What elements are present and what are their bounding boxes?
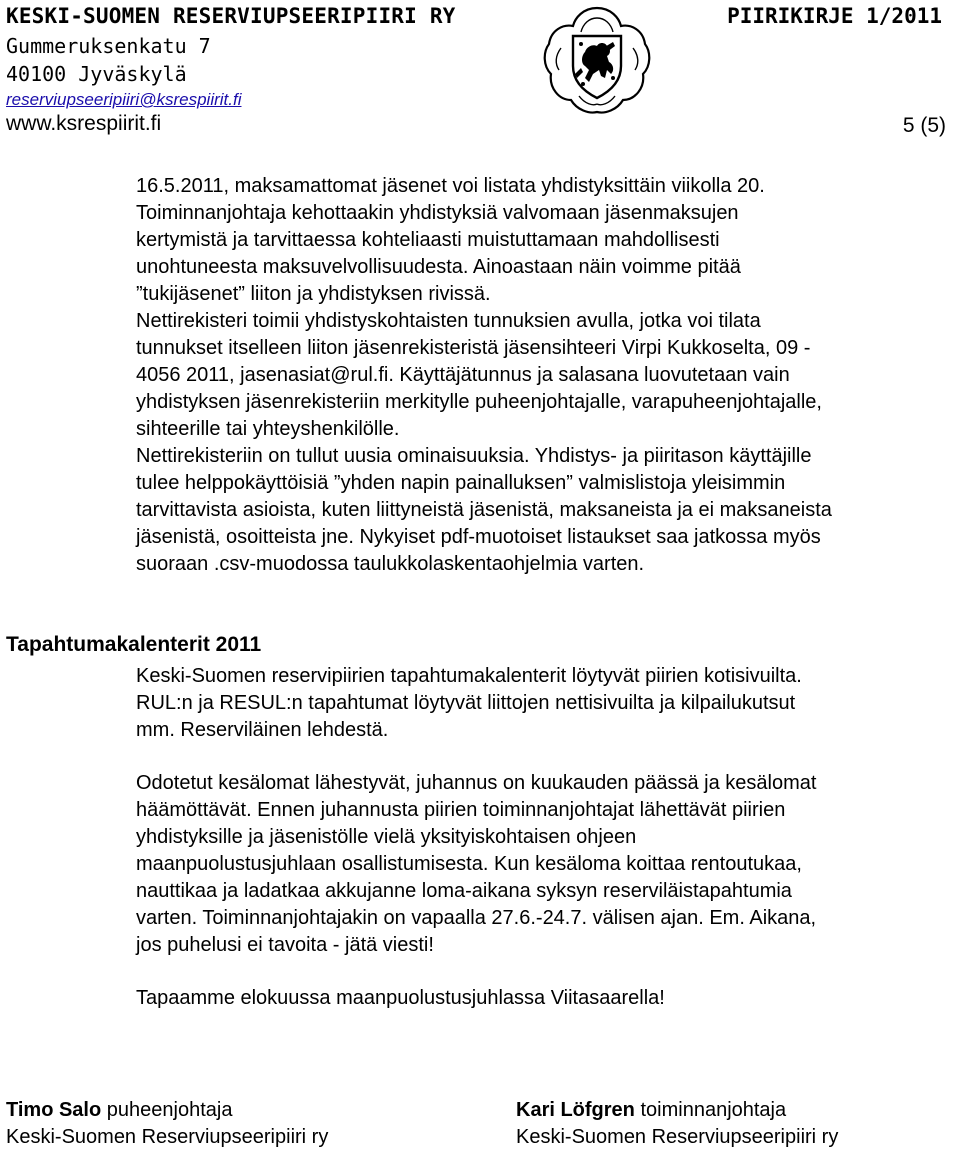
events-line: RUL:n ja RESUL:n tapahtumat löytyvät liittojen nettisivuilta ja kilpailukutsut (136, 692, 796, 714)
signature-chairman (6, 1097, 328, 1151)
signature-name: Timo Salo (6, 1099, 102, 1121)
events-line: mm. Reserviläinen lehdestä. (136, 719, 389, 741)
summer-line: häämöttävät. Ennen juhannusta piirien toiminnanjohtajat lähettävät piirien (136, 799, 786, 821)
membership-section (136, 173, 946, 578)
email-link[interactable]: reserviupseeripiiri@ksrespiirit.fi (6, 90, 242, 109)
intro-line: Toiminnanjohtaja kehottaakin yhdistyksiä valvomaan jäsenmaksujen (136, 202, 739, 224)
signature-organization: Keski-Suomen Reserviupseeripiiri ry (516, 1126, 839, 1148)
intro-line: kertymistä ja tarvittaessa kohteliaasti muistuttamaan mahdollisesti (136, 229, 720, 251)
closing-section (136, 985, 946, 1012)
intro-line: yhdistyksen jäsenrekisteriin merkitylle puheenjohtajalle, varapuheenjohtajalle, (136, 391, 822, 413)
signature-name: Kari Löfgren (516, 1099, 635, 1121)
summer-line: yhdistyksille ja jäsenistölle vielä yksityiskohtaisen ohjeen (136, 826, 637, 848)
intro-line: 16.5.2011, maksamattomat jäsenet voi listata yhdistyksittäin viikolla 20. (136, 175, 765, 197)
intro-line: tunnukset itselleen liiton jäsenrekisteristä jäsensihteeri Virpi Kukkoselta, 09 - (136, 337, 811, 359)
events-heading: Tapahtumakalenterit 2011 (6, 633, 262, 656)
events-line: Keski-Suomen reservipiirien tapahtumakalenterit löytyvät piirien kotisivuilta. (136, 665, 802, 687)
newsletter-title: PIIRIKIRJE 1/2011 (727, 4, 942, 28)
organization-title: KESKI-SUOMEN RESERVIUPSEERIPIIRI RY (6, 4, 456, 28)
signature-role: puheenjohtaja (106, 1099, 233, 1121)
intro-line: Nettirekisteri toimii yhdistyskohtaisten tunnuksien avulla, jotka voi tilata (136, 310, 761, 332)
closing-line: Tapaamme elokuussa maanpuolustusjuhlassa Viitasaarella! (136, 987, 665, 1009)
events-section (136, 663, 946, 744)
intro-line: tarvittavista asioista, kuten liittyneistä jäsenistä, maksaneista ja ei maksaneista (136, 499, 832, 521)
intro-line: Nettirekisteriin on tullut uusia ominaisuuksia. Yhdistys- ja piiritason käyttäjille (136, 445, 812, 467)
intro-line: suoraan .csv-muodossa taulukkolaskentaohjelmia varten. (136, 553, 645, 575)
summer-line: jos puhelusi ei tavoita - jätä viesti! (136, 934, 434, 956)
signature-executive-director (516, 1097, 838, 1151)
signature-role: toiminnanjohtaja (640, 1099, 787, 1121)
summer-section (136, 770, 946, 959)
city-address: 40100 Jyväskylä (6, 62, 187, 86)
intro-line: 4056 2011, jasenasiat@rul.fi. Käyttäjätunnus ja salasana luovutetaan vain (136, 364, 790, 386)
coat-of-arms-lion-emblem-icon (541, 4, 653, 116)
summer-line: Odotetut kesälomat lähestyvät, juhannus on kuukauden päässä ja kesälomat (136, 772, 817, 794)
summer-line: nauttikaa ja ladatkaa akkujanne loma-aikana syksyn reserviläistapahtumia (136, 880, 792, 902)
intro-line: ”tukijäsenet” liiton ja yhdistyksen rivissä. (136, 283, 491, 305)
street-address: Gummeruksenkatu 7 (6, 34, 211, 58)
website-link[interactable]: www.ksrespiirit.fi (6, 112, 162, 135)
summer-line: maanpuolustusjuhlaan osallistumisesta. Kun kesäloma koittaa rentoutukaa, (136, 853, 802, 875)
intro-line: unohtuneesta maksuvelvollisuudesta. Ainoastaan näin voimme pitää (136, 256, 741, 278)
page-number: 5 (5) (902, 114, 946, 137)
intro-line: jäsenistä, osoitteista jne. Nykyiset pdf-muotoiset listaukset saa jatkossa myös (136, 526, 821, 548)
summer-line: varten. Toiminnanjohtajakin on vapaalla 27.6.-24.7. välisen ajan. Em. Aikana, (136, 907, 817, 929)
intro-line: sihteerille tai yhteyshenkilölle. (136, 418, 400, 440)
intro-line: tulee helppokäyttöisiä ”yhden napin painalluksen” valmislistoja yleisimmin (136, 472, 786, 494)
signature-organization: Keski-Suomen Reserviupseeripiiri ry (6, 1126, 329, 1148)
